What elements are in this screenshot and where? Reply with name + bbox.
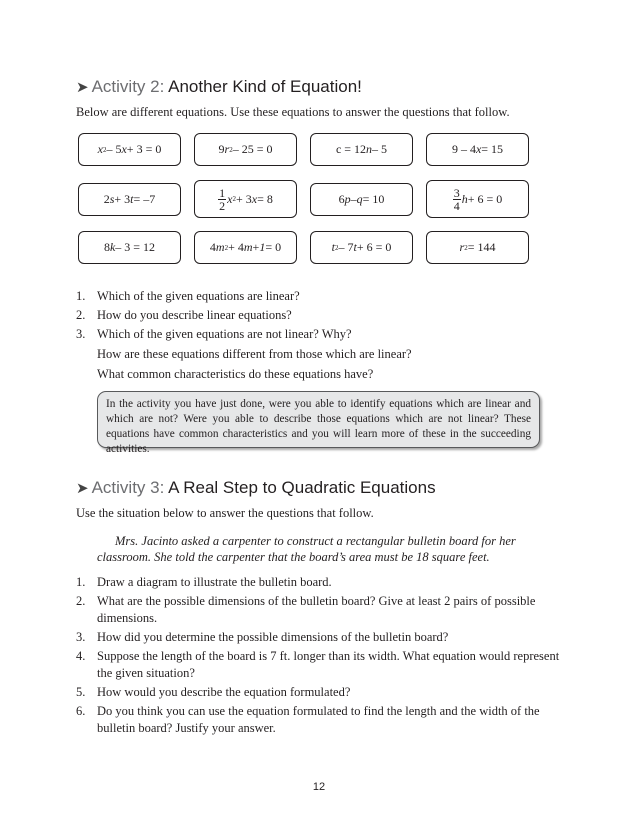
equation-box: c = 12 n – 5	[310, 133, 413, 166]
equation-box: 9 – 4 x = 15	[426, 133, 529, 166]
list-item: 2. What are the possible dimensions of the bulletin board? Give at least 2 pairs of possible dimensions.	[76, 594, 536, 625]
equation-box: t 2 – 7 t + 6 = 0	[310, 231, 413, 264]
equation-box: 9 r 2 – 25 = 0	[194, 133, 297, 166]
list-item: 4. Suppose the length of the board is 7 ft. longer than its width. What equation would represent the given situation?	[76, 649, 560, 680]
equation-box: 4 m 2 + 4 m + 1 = 0	[194, 231, 297, 264]
list-item: 2. How do you describe linear equations?	[76, 308, 292, 322]
activity2-intro: Below are different equations. Use these equations to answer the questions that follow.	[76, 105, 510, 119]
activity2-questions	[76, 288, 566, 383]
arrow-right-icon: ➤	[76, 480, 89, 497]
list-item: 3. How did you determine the possible dimensions of the bulletin board?	[76, 630, 449, 644]
equation-box: r 2 = 144	[426, 231, 529, 264]
equation-box: $\frac{3}{4}$ h + 6 = 0	[426, 180, 529, 218]
activity2-title: Another Kind of Equation!	[168, 77, 362, 96]
equation-box: 2 s + 3 t = –7	[78, 183, 181, 216]
equation-box: $\frac{1}{2}$ x 2 + 3 x = 8	[194, 180, 297, 218]
sub-question: How are these equations different from those which are linear?	[97, 347, 412, 361]
activity3-questions	[76, 574, 566, 737]
fraction: $\frac{3}{4}$	[453, 185, 460, 213]
page-number: 12	[312, 781, 326, 793]
list-item: 6. Do you think you can use the equation formulated to find the length and the width of the bulletin board? Justify your answer.	[76, 704, 540, 735]
activity3-label: Activity 3:	[91, 478, 165, 497]
list-item: 5. How would you describe the equation formulated?	[76, 685, 351, 699]
activity3-heading	[76, 477, 436, 500]
list-item: 1. Which of the given equations are linear?	[76, 289, 300, 303]
activity3-title: A Real Step to Quadratic Equations	[168, 478, 436, 497]
sub-question: What common characteristics do these equations have?	[97, 367, 374, 381]
situation-text: Mrs. Jacinto asked a carpenter to construct a rectangular bulletin board for her classroom. She told the carpenter that the board’s area must be 18 square feet.	[97, 534, 516, 564]
arrow-right-icon: ➤	[76, 79, 89, 96]
equation-box: 6 p – q = 10	[310, 183, 413, 216]
list-item: 1. Draw a diagram to illustrate the bulletin board.	[76, 575, 332, 589]
note-box: In the activity you have just done, were you able to identify equations which are linear and which are not? Were you able to describe those equations which are not linear? These equations have common characteristics and you will learn more of these in the succeeding activities.	[97, 391, 540, 448]
equation-box: x 2 – 5 x + 3 = 0	[78, 133, 181, 166]
activity2-label: Activity 2:	[91, 77, 165, 96]
list-item: 3. Which of the given equations are not linear? Why?	[76, 327, 352, 341]
activity3-intro: Use the situation below to answer the questions that follow.	[76, 506, 374, 520]
fraction: $\frac{1}{2}$	[219, 185, 226, 213]
activity2-heading	[76, 76, 362, 99]
equation-box: 8 k – 3 = 12	[78, 231, 181, 264]
